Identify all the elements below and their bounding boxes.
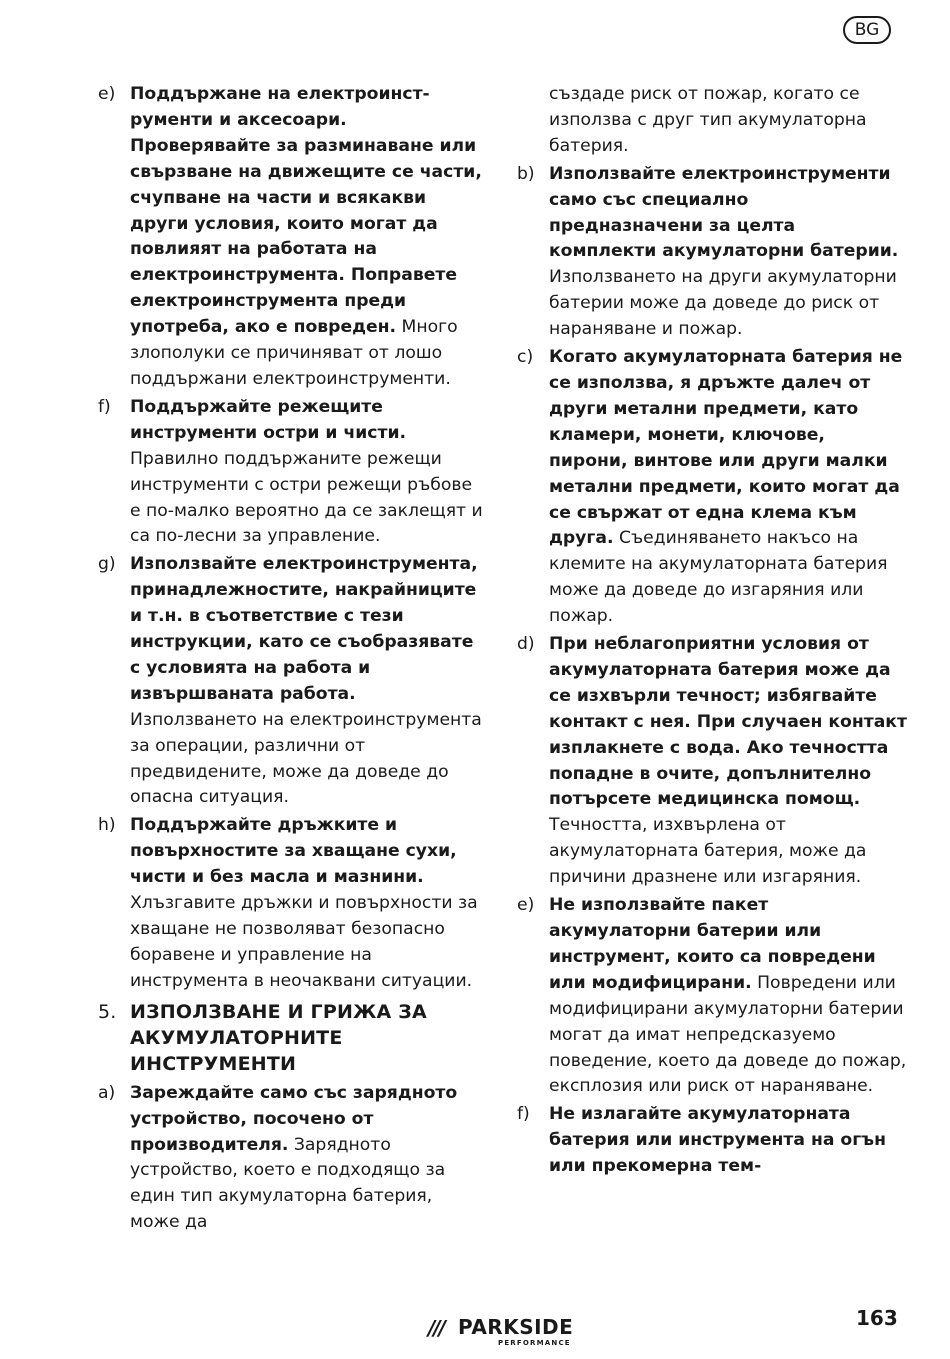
item-marker: h)	[98, 815, 116, 836]
right-column	[517, 82, 907, 1182]
item-text: Много злополуки се причиняват от лошо поддържани електроинструменти.	[130, 317, 458, 389]
item-bold-text: Използвайте електроинструменти само със специално предназначени за целта комплекти акумулаторни батерии.	[549, 163, 899, 262]
list-item	[517, 162, 907, 343]
list-item	[98, 1081, 483, 1236]
item-text: Правилно поддържаните режещи инструменти с остри режещи ръбове е по-малко вероятно да се заклещят и са по-лесни за управление.	[130, 448, 483, 547]
item-marker: c)	[517, 347, 534, 368]
item-bold-text: Използвайте електроинструмента, принадлежностите, накрайниците и т.н. в съответствие с тези инструкции, като се съобразявате с условията на работа и извършваната работа.	[130, 554, 478, 704]
item-text: Използването на електроинструмента за операции, различни от предвидените, може да доведе до опасна ситуация.	[130, 709, 482, 808]
item-bold-text: При неблагоприятни условия от акумулаторната батерия може да се изхвърли течност; избягвайте контакт с нея. При случаен контакт изплакнете с вода. Ако течността попадне в очите, допълнително потърсете медицинска помощ.	[549, 634, 907, 810]
continuation-paragraph: създаде риск от пожар, когато се използва с друг тип акумулаторна батерия.	[549, 84, 867, 156]
page-number: 163	[856, 1306, 898, 1330]
item-marker: f)	[517, 1104, 530, 1125]
item-text: Използването на други акумулаторни батерии може да доведе до риск от нараняване и пожар.	[549, 267, 897, 340]
list-item	[517, 345, 907, 630]
item-bold-text: Зареждайте само със зарядното устройство, посочено от производителя.	[130, 1082, 458, 1155]
item-text: Съединяването накъсо на клемите на акумулаторната батерия може да доведе до изгаряния или пожар.	[549, 528, 888, 627]
item-bold-text: Поддържайте режещите инструменти остри и чисти.	[130, 396, 407, 443]
item-bold-text: Когато акумулаторната батерия не се използва, я дръжте далеч от други метални предмети, като кламери, монети, ключове, пирони, винтове или други малки метални предмети, които могат да се свържат от една клема към друга.	[549, 347, 903, 549]
list-item	[98, 813, 483, 994]
left-column	[98, 82, 483, 1238]
list-item	[98, 552, 483, 811]
item-text: Зарядното устройство, което е подходящо за един тип акумулаторна батерия, може да	[130, 1134, 446, 1233]
item-marker: b)	[517, 163, 535, 184]
list-item	[517, 632, 907, 891]
item-bold-text: Не използвайте пакет акумулаторни батерии или инструмент, които са повредени или модифицирани.	[549, 895, 876, 993]
list-item	[98, 82, 483, 393]
list-item	[98, 395, 483, 550]
logo-slashes: ///	[428, 1316, 444, 1340]
item-bold-text: Поддържайте дръжките и повърхностите за хващане сухи, чисти и без масла и мазнини.	[130, 815, 457, 888]
item-text: Повредени или модифицирани акумулаторни батерии могат да имат непредсказуемо поведение, което да доведе до пожар, експлозия или риск от нараняване.	[549, 972, 907, 1097]
logo-wordmark: PARKSIDE	[458, 1315, 574, 1339]
item-marker: e)	[517, 895, 535, 916]
item-marker: a)	[98, 1082, 116, 1103]
section-title: ИЗПОЛЗВАНЕ И ГРИЖА ЗА АКУМУЛАТОРНИТЕ ИНСТРУМЕНТИ	[130, 1000, 427, 1075]
language-badge: BG	[843, 16, 891, 44]
item-text: Течността, изхвърлена от акумулаторната батерия, може да причини дразнене или изгаряния.	[549, 815, 867, 888]
item-marker: e)	[98, 84, 116, 104]
list-item	[517, 893, 907, 1100]
item-bold-text: Поддържане на електроинст-рументи и аксесоари. Проверявайте за разминаване или свързване на движещите се части, счупване на части и всякакви други условия, които могат да повлияят на работата на електроинструмента. Поправете електроинструмента преди употреба, ако е повреден.	[130, 84, 482, 338]
item-marker: g)	[98, 554, 116, 575]
list-item	[517, 1102, 907, 1180]
section-heading	[98, 999, 483, 1077]
item-marker: f)	[98, 396, 111, 417]
item-text: Хлъзгавите дръжки и повърхности за хващане не позволяват безопасно боравене и управление на инструмента в неочаквани ситуации.	[130, 893, 478, 991]
continuation-text	[517, 82, 907, 160]
parkside-logo	[428, 1312, 588, 1348]
logo-subtitle: PERFORMANCE	[498, 1339, 571, 1347]
item-bold-text: Не излагайте акумулаторната батерия или инструмента на огън или прекомерна тем-	[549, 1104, 886, 1177]
item-marker: d)	[517, 634, 535, 655]
section-number: 5.	[98, 1000, 117, 1023]
